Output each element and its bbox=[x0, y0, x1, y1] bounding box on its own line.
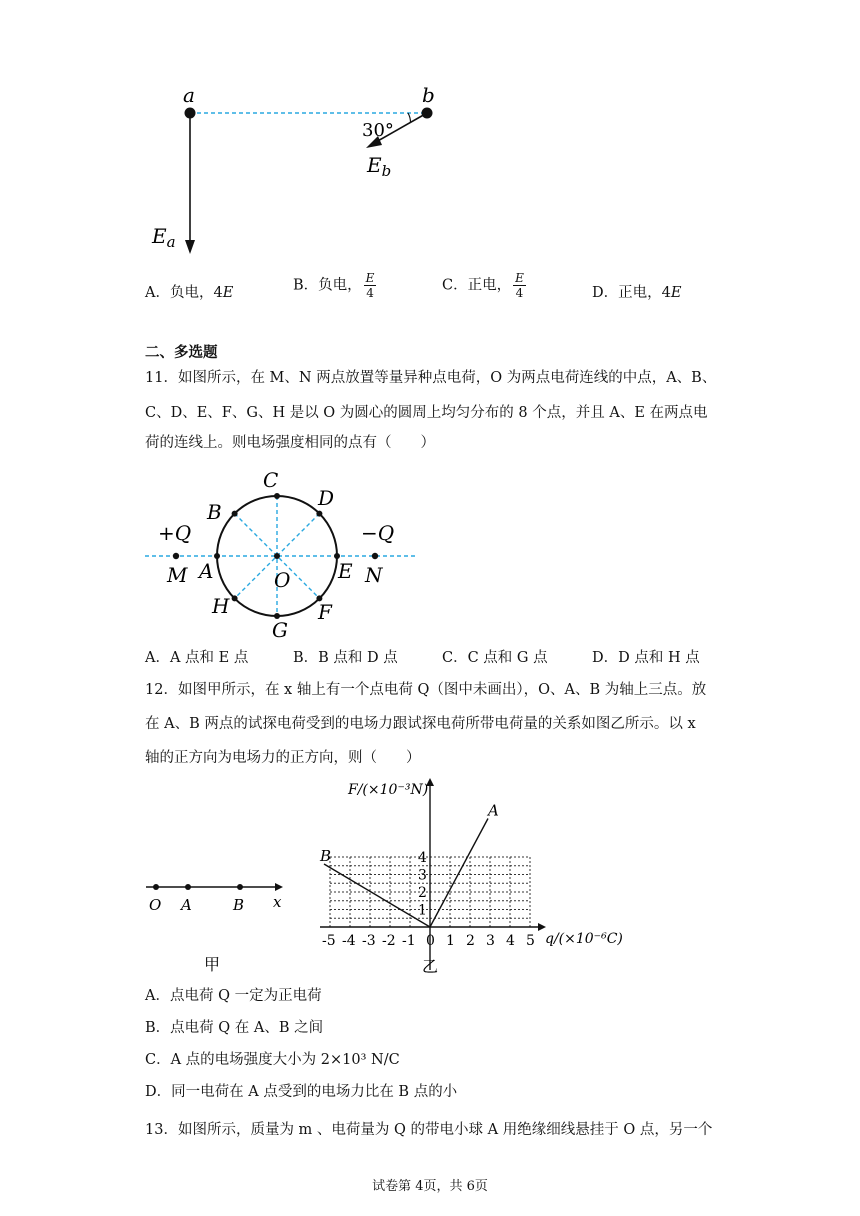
chart-series bbox=[319, 802, 499, 928]
label-F: F bbox=[318, 600, 332, 624]
y-axis-label: F/(×10⁻³N) bbox=[348, 782, 429, 798]
x-axis-figure bbox=[140, 870, 290, 980]
x-tick-0: 0 bbox=[426, 933, 435, 949]
q12-line-1: 12．如图甲所示，在 x 轴上有一个点电荷 Q（图中未画出），O、A、B 为轴上三点。放 bbox=[145, 682, 707, 698]
y-tick-labels bbox=[418, 850, 427, 919]
x-axis-arrow bbox=[275, 883, 283, 891]
series-line-B bbox=[324, 864, 430, 927]
x-axis-arrow bbox=[538, 923, 546, 931]
force-charge-chart bbox=[290, 772, 630, 982]
point-O bbox=[274, 553, 280, 559]
label-H: H bbox=[212, 594, 230, 618]
series-label-B: B bbox=[320, 847, 332, 865]
point-A bbox=[214, 553, 220, 559]
q11-option-a[interactable]: A．A 点和 E 点 bbox=[145, 650, 249, 666]
q12-option-c[interactable]: C．A 点的电场强度大小为 2×10³ N/C bbox=[145, 1052, 400, 1068]
chart-caption: 乙 bbox=[422, 957, 439, 976]
q10-option-d[interactable]: D．正电，4E bbox=[592, 285, 682, 301]
label-A: A bbox=[199, 559, 214, 583]
label-D: D bbox=[318, 486, 335, 510]
label-b: b bbox=[422, 83, 435, 107]
label-O: O bbox=[274, 568, 291, 592]
label-Ea: $E_a$ bbox=[152, 224, 176, 251]
field-vector-figure bbox=[140, 80, 460, 260]
label-C: C bbox=[263, 468, 279, 492]
x-tick--1: -1 bbox=[402, 933, 416, 949]
q11-option-b[interactable]: B．B 点和 D 点 bbox=[293, 650, 398, 666]
q12-option-a[interactable]: A．点电荷 Q 一定为正电荷 bbox=[145, 988, 322, 1004]
q12-option-d[interactable]: D．同一电荷在 A 点受到的电场力比在 B 点的小 bbox=[145, 1084, 458, 1100]
q11-option-c[interactable]: C．C 点和 G 点 bbox=[442, 650, 548, 666]
x-tick-1: 1 bbox=[446, 933, 455, 949]
point-D bbox=[316, 511, 322, 517]
section-heading: 二、多选题 bbox=[145, 345, 218, 361]
label-Eb: $E_b$ bbox=[367, 153, 392, 180]
angle-label: 30° bbox=[362, 120, 394, 141]
label-x: x bbox=[273, 893, 282, 911]
q10-option-b[interactable]: B．负电， $\frac{E}{4}$ bbox=[293, 271, 375, 300]
page-footer: 试卷第 4页，共 6页 bbox=[372, 1179, 488, 1194]
y-tick-1: 1 bbox=[418, 902, 427, 919]
caption-jia: 甲 bbox=[204, 955, 221, 974]
q11-line-3: 荷的连线上。则电场强度相同的点有（ ） bbox=[145, 435, 435, 451]
point-B bbox=[232, 511, 238, 517]
x-tick--2: -2 bbox=[382, 933, 396, 949]
x-tick-2: 2 bbox=[466, 933, 475, 949]
point-N bbox=[372, 553, 378, 559]
y-tick-2: 2 bbox=[418, 885, 427, 901]
y-tick-3: 3 bbox=[418, 867, 427, 884]
q11-line-2: C、D、E、F、G、H 是以 O 为圆心的圆周上均匀分布的 8 个点，并且 A、E 在两点电 bbox=[145, 405, 708, 421]
label-N: N bbox=[365, 563, 383, 587]
point-H bbox=[232, 595, 238, 601]
q10-option-a[interactable]: A．负电，4E bbox=[145, 285, 234, 301]
q13-line-1: 13．如图所示，质量为 m 、电荷量为 Q 的带电小球 A 用绝缘细线悬挂于 O 点，另一个 bbox=[145, 1122, 713, 1138]
label-B: B bbox=[207, 500, 222, 524]
label-B: B bbox=[233, 896, 245, 914]
x-tick--4: -4 bbox=[342, 933, 356, 949]
label-plusQ: +Q bbox=[158, 521, 192, 545]
x-axis-label: q/(×10⁻⁶C) bbox=[545, 931, 623, 947]
label-a: a bbox=[183, 83, 195, 107]
vector-Ea-arrowhead bbox=[185, 240, 195, 254]
angle-arc bbox=[408, 113, 411, 123]
point-A bbox=[185, 884, 191, 890]
label-E: E bbox=[338, 559, 353, 583]
point-C bbox=[274, 493, 280, 499]
point-B bbox=[237, 884, 243, 890]
q11-line-1: 11．如图所示，在 M、N 两点放置等量异种点电荷，O 为两点电荷连线的中点，A、B、 bbox=[145, 370, 717, 386]
series-line-A bbox=[430, 819, 488, 928]
y-tick-4: 4 bbox=[418, 850, 427, 866]
label-M: M bbox=[167, 563, 188, 587]
label-O: O bbox=[149, 896, 162, 914]
circle-charges-figure bbox=[140, 462, 430, 642]
q10-option-c[interactable]: C．正电， $\frac{E}{4}$ bbox=[442, 271, 524, 300]
q11-option-d[interactable]: D．D 点和 H 点 bbox=[592, 650, 700, 666]
label-G: G bbox=[272, 618, 288, 642]
x-tick-5: 5 bbox=[526, 933, 535, 949]
series-label-A: A bbox=[488, 801, 499, 820]
label-A: A bbox=[181, 896, 192, 914]
point-M bbox=[173, 553, 179, 559]
point-O bbox=[153, 884, 159, 890]
x-tick-3: 3 bbox=[486, 933, 495, 949]
x-tick-labels bbox=[322, 933, 535, 949]
x-tick-4: 4 bbox=[506, 933, 515, 949]
x-tick--5: -5 bbox=[322, 933, 336, 949]
x-tick--3: -3 bbox=[362, 933, 376, 949]
q12-line-3: 轴的正方向为电场力的正方向，则（ ） bbox=[145, 750, 421, 766]
label-minusQ: −Q bbox=[361, 521, 395, 545]
q12-option-b[interactable]: B．点电荷 Q 在 A、B 之间 bbox=[145, 1020, 324, 1036]
q12-line-2: 在 A、B 两点的试探电荷受到的电场力跟试探电荷所带电荷量的关系如图乙所示。以 x bbox=[145, 716, 696, 732]
